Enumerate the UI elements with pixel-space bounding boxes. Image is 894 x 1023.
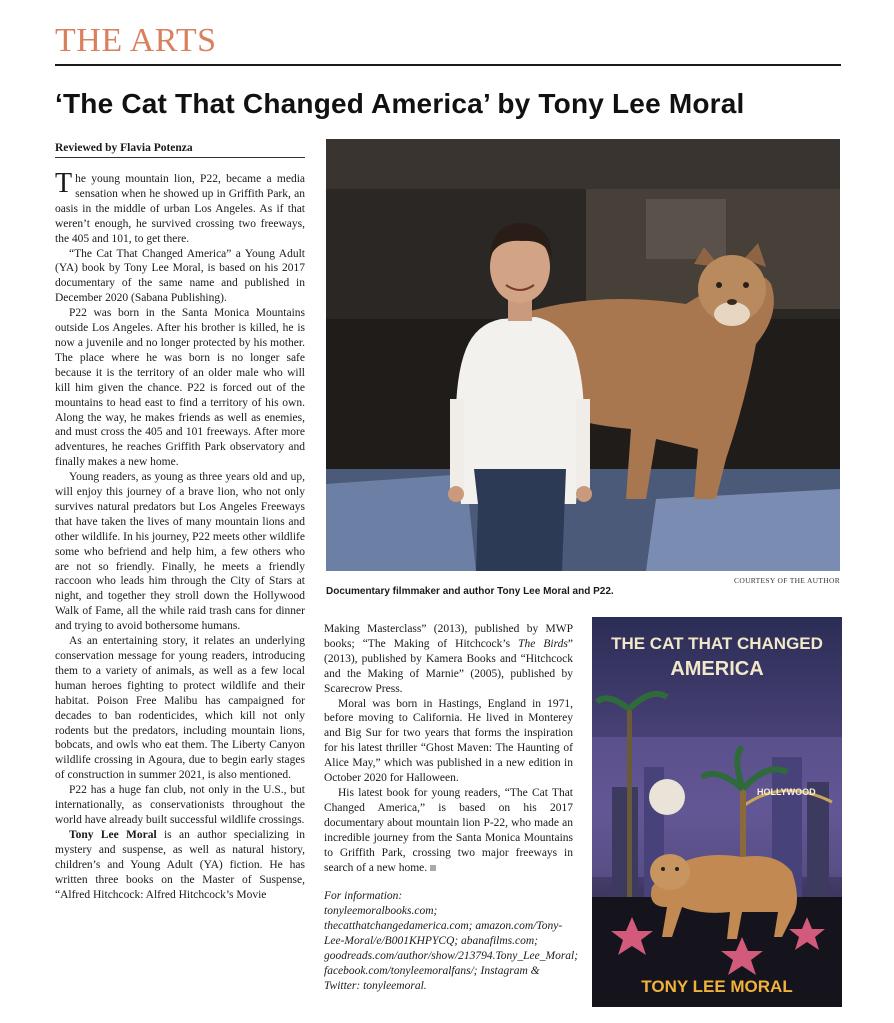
info-links: tonyleemoralbooks.com; thecatthatchangedamerica.com; amazon.com/Tony-Lee-Moral/e/B001KHPYCQ; abanafilms.com; goodreads.com/author/show/213794.Tony_Lee_Moral; facebook.com/tonyleemoralfans/; Instagram & Twitter: tonyleemoral. [324, 905, 579, 992]
end-mark-icon [430, 865, 436, 871]
author-name: Tony Lee Moral [69, 828, 157, 841]
article-paragraph: Young readers, as young as three years old and up, will enjoy this journey of a brave lion, who not only survives natural predators but Los Angeles Freeways that have taken the lives of many mountain lions and other wildlife. In his journey, P22 meets other wildlife some who befriend and help him, a few others who are not so friendly. Finally, he meets a friendly raccoon who leads him through the City of Stars at night, and together they stroll down the Hollywood Walk of Fame, all the while raid trash cans for dinner and trying to avoid bothersome humans. [55, 471, 305, 633]
book-title: The Birds [518, 637, 568, 650]
article-paragraph: Moral was born in Hastings, England in 1971, before moving to California. He lived in Monterey and Big Sur for two years that forms the inspiration for his latest thriller “Ghost Maven: The Haunting of Alice May,” which was published in a new edition in October 2020 for Halloween. [324, 697, 573, 785]
article-paragraph: As an entertaining story, it relates an underlying conservation message for young readers, introducing them to a variety of animals, as well as a few local human heroes fighting to protect wildlife and their habitat. Poison Free Malibu has campaigned for decades to ban rodenticides, which kill not only rodents but the predators, including mountain lions, bobcats, and owls who eat them. The Liberty Canyon wildlife crossing in Agoura, due to begin early stages of construction in summer 2021, is also mentioned. [55, 635, 305, 782]
article-paragraph: Making Masterclass” (2013), published by MWP books; “The Making of Hitchcock’s The Birds” (2013), published by Kamera Books and “Hitchcock and the Making of Marnie” (2005), published by Scarecrow Press. [324, 623, 573, 695]
section-label: THE ARTS [55, 22, 217, 59]
author-photo-illustration [326, 139, 840, 571]
info-heading: For information: [324, 890, 403, 903]
article-paragraph: His latest book for young readers, “The Cat That Changed America,” is based on his 2017 documentary about mountain lion P-22, who made an incredible journey from the Santa Monica Mountains to Griffith Park, crossing two major freeways in search of a new home. [324, 786, 573, 874]
article-paragraph: P22 has a huge fan club, not only in the U.S., but internationally, as conservationists throughout the world have already built successful wildlife crossings. [55, 784, 305, 826]
article-column-1 [55, 142, 305, 902]
article-paragraph: The young mountain lion, P22, became a media sensation when he showed up in Griffith Park, an oasis in the middle of urban Los Angeles. As if that weren’t enough, he survived crossing two freeways, the 405 and 101, to get there. [55, 168, 305, 245]
hollywood-sign: HOLLYWOOD [757, 787, 816, 797]
article-headline: ‘The Cat That Changed America’ by Tony Lee Moral [55, 88, 745, 119]
article-paragraph: “The Cat That Changed America” a Young Adult (YA) book by Tony Lee Moral, is based on his 2017 documentary of the same name and published in December 2020 (Sabana Publishing). [55, 247, 305, 305]
article-paragraph: Tony Lee Moral is an author specializing in mystery and suspense, as well as natural history, children’s and Young Adult (YA) fiction. He has written three books on the Master of Suspense, “Alfred Hitchcock: Alfred Hitchcock’s Movie [55, 828, 305, 901]
drop-cap: T [55, 168, 73, 199]
photo-credit: COURTESY OF THE AUTHOR [734, 576, 840, 585]
section-divider [55, 64, 841, 66]
cover-title-line-2: AMERICA [670, 658, 764, 680]
article-column-2 [324, 622, 579, 994]
photo-caption: Documentary filmmaker and author Tony Lee Moral and P22. [326, 586, 614, 597]
cover-title-line-1: THE CAT THAT CHANGED [611, 634, 823, 653]
info-block [324, 889, 579, 993]
author-photo [326, 139, 840, 571]
book-cover [592, 617, 842, 1007]
cover-author: TONY LEE MORAL [641, 977, 793, 996]
book-cover-illustration [592, 617, 842, 1007]
article-paragraph: P22 was born in the Santa Monica Mountains outside Los Angeles. After his brother is killed, he is now a juvenile and no longer protected by his mother. The place where he was born is no longer safe because it is the territory of an older male who will kill him given the chance. P22 is forced out of the mountains to head east to find a territory of his own. Along the way, he makes friends as well as enemies, and must cross the 405 and 101 freeways. After more adventures, he reaches Griffith Park observatory and finally makes a new home. [55, 307, 305, 469]
byline: Reviewed by Flavia Potenza [55, 142, 305, 158]
